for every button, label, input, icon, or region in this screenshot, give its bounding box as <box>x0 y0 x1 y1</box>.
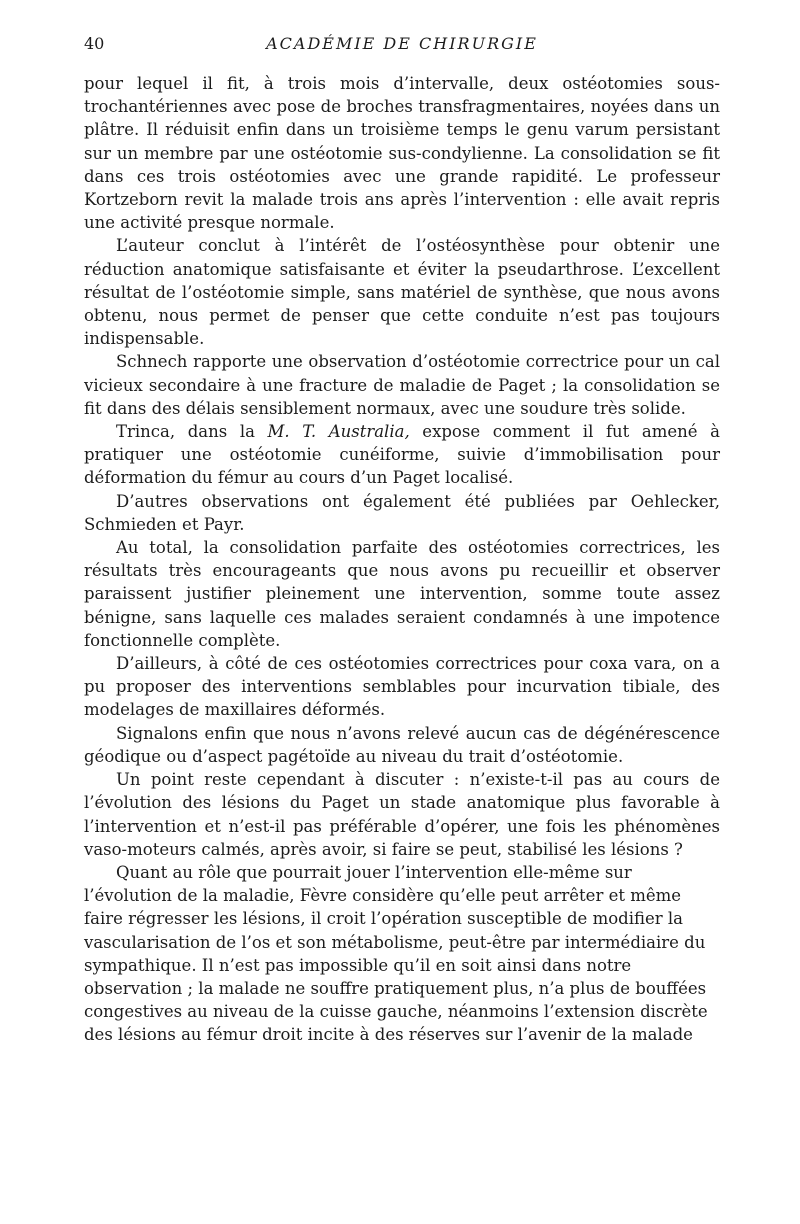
page-number: 40 <box>84 34 105 53</box>
paragraph <box>84 490 720 536</box>
paragraph <box>84 420 720 490</box>
paragraph <box>84 234 720 350</box>
paragraph-text: Au total, la consolidation parfaite des ostéotomies correctrices, les résultats très encourageants que nous avons pu recueillir et observer paraissent justifier pleinement une intervention, somme toute assez bénigne, sans laquelle ces malades seraient condamnés à une impotence fonctionnelle complète. <box>84 538 720 650</box>
paragraph-text: Quant au rôle que pourrait jouer l’intervention elle-même sur l’évolution de la maladie, Fèvre considère qu’elle peut arrêter et même faire régresser les lésions, il croit l’opération susceptible de modifier la vascularisation de l’os et son métabolisme, peut-être par intermédiaire du sympathique. Il n’est pas impossible qu’il en soit ainsi dans notre observation ; la malade ne souffre pratiquement plus, n’a plus de bouffées congestives au niveau de la cuisse gauche, néanmoins l’extension discrète des lésions au fémur droit incite à des réserves sur l’avenir de la malade <box>84 862 708 1045</box>
paragraph <box>84 768 720 861</box>
document-page <box>84 34 720 1047</box>
paragraph-text: L’auteur conclut à l’intérêt de l’ostéosynthèse pour obtenir une réduction anatomique satisfaisante et éviter la pseudarthrose. L’excellent résultat de l’ostéotomie simple, sans matériel de synthèse, que nous avons obtenu, nous permet de penser que cette conduite n’est pas toujours indispensable. <box>84 236 720 349</box>
paragraph-text: pour lequel il fit, à trois mois d’intervalle, deux ostéotomies sous-trochantériennes avec pose de broches transfragmentaires, noyées dans un plâtre. Il réduisit enfin dans un troisième temps le genu varum persistant sur un membre par une ostéotomie sus-condylienne. La consolidation se fit dans ces trois ostéotomies avec une grande rapidité. Le professeur Kortzeborn revit la malade trois ans après l’intervention : elle avait repris une activité presque normale. <box>84 74 720 233</box>
paragraph-text: D’ailleurs, à côté de ces ostéotomies correctrices pour coxa vara, on a pu proposer des interventions semblables pour incurvation tibiale, des modelages de maxillaires déformés. <box>84 654 720 720</box>
paragraph <box>84 652 720 722</box>
paragraph-text: Signalons enfin que nous n’avons relevé aucun cas de dégénérescence géodique ou d’aspect pagétoïde au niveau du trait d’ostéotomie. <box>84 723 720 766</box>
running-title: ACADÉMIE DE CHIRURGIE <box>266 34 538 53</box>
paragraph <box>84 536 720 652</box>
paragraph-text: Schnech rapporte une observation d’ostéotomie correctrice pour un cal vicieux secondaire à une fracture de maladie de Paget ; la consolidation se fit dans des délais sensiblement normaux, avec une soudure très solide. <box>84 352 720 418</box>
paragraph <box>84 350 720 420</box>
paragraph-text: Trinca, dans la <box>116 422 268 442</box>
body-text <box>84 72 720 1047</box>
paragraph <box>84 861 720 1047</box>
paragraph-text: expose comment il fut amené à pratiquer une ostéotomie cunéiforme, suivie d’immobilisation pour déformation du fémur au cours d’un Paget localisé. <box>84 422 720 488</box>
paragraph <box>84 72 720 234</box>
paragraph <box>84 722 720 768</box>
paragraph-text: Un point reste cependant à discuter : n’existe-t-il pas au cours de l’évolution des lésions du Paget un stade anatomique plus favorable à l’intervention et n’est-il pas préférable d’opérer, une fois les phénomènes vaso-moteurs calmés, après avoir, si faire se peut, stabilisé les lésions ? <box>84 770 720 859</box>
page-header <box>84 34 720 58</box>
paragraph-text: D’autres observations ont également été publiées par Oehlecker, Schmieden et Payr. <box>84 491 720 534</box>
journal-title: M. T. Australia, <box>267 422 410 442</box>
